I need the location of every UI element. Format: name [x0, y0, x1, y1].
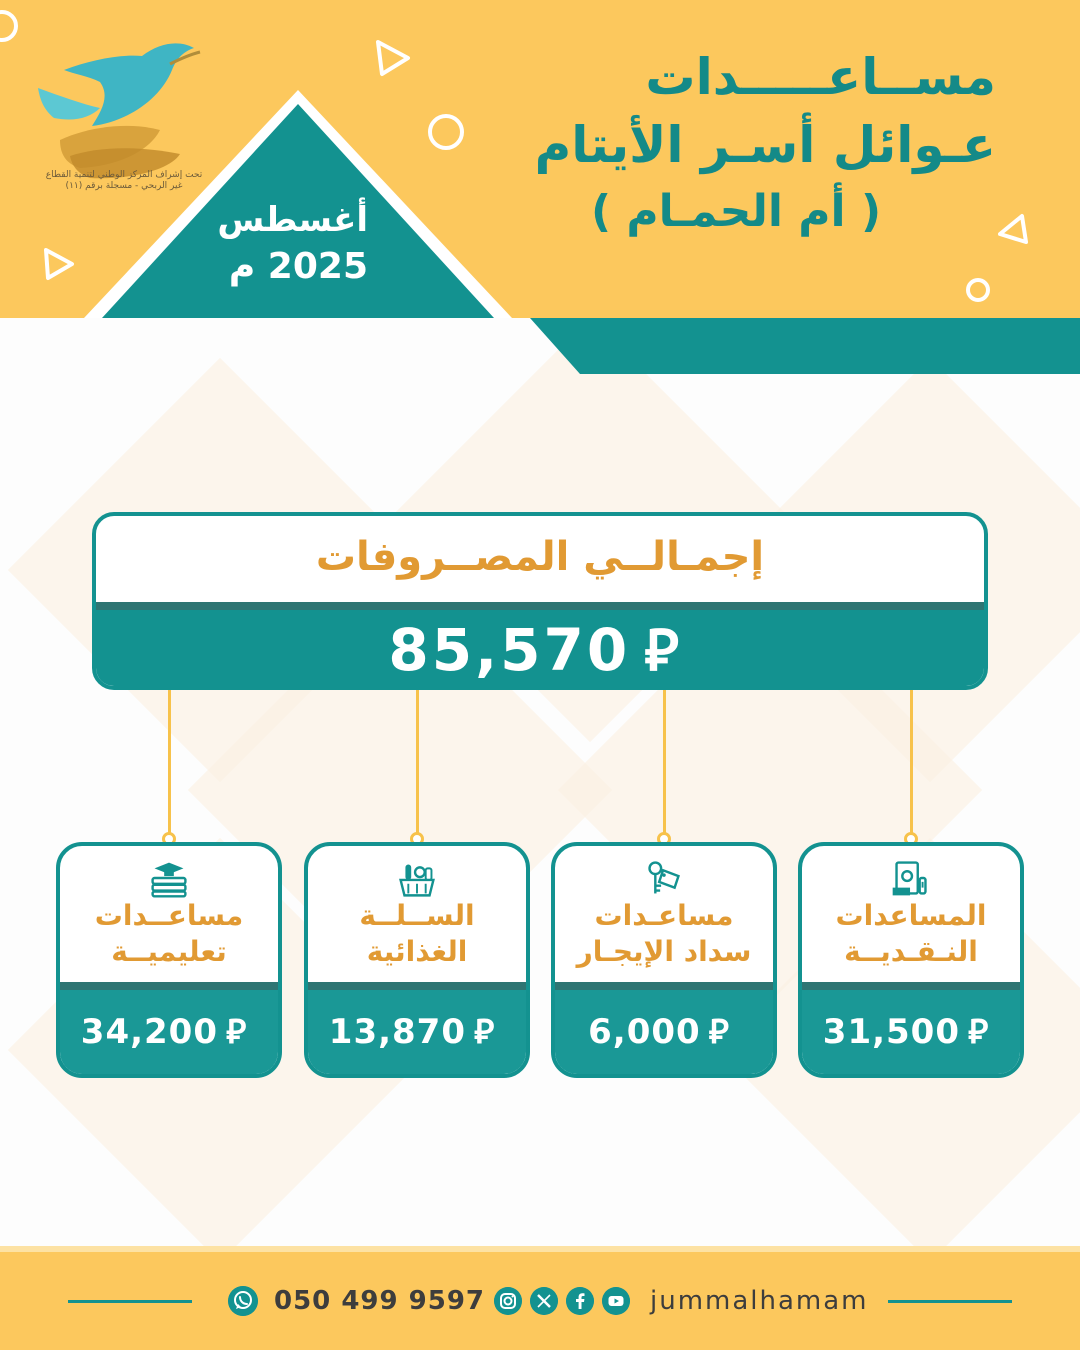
category-value-bar — [308, 990, 526, 1078]
riyal-symbol-icon: ⃁ — [226, 1012, 248, 1052]
title-line2: عـوائل أسـر الأيتام — [534, 116, 996, 174]
phone-number[interactable]: 050 499 9597 — [274, 1286, 486, 1316]
food-basket-icon — [308, 858, 526, 898]
category-label-line2: تعليميــة — [111, 935, 227, 968]
category-value: 34,200 — [80, 1012, 218, 1052]
title-line3: ( أم الحمـام ) — [590, 186, 882, 237]
title-line1: مســاعـــــدات — [645, 48, 996, 106]
divider — [308, 982, 526, 990]
category-label-line1: مساعــدات — [94, 899, 244, 932]
category-value-bar — [802, 990, 1020, 1078]
connector-line — [910, 690, 913, 836]
triangle-decoration-icon — [40, 246, 76, 282]
connector-line — [663, 690, 666, 836]
total-expenses-value: 85,570 — [388, 616, 631, 684]
category-value: 6,000 — [588, 1012, 701, 1052]
category-card-food-basket — [304, 842, 530, 1078]
cash-icon — [802, 858, 1020, 898]
triangle-decoration-icon — [372, 38, 412, 78]
total-expenses-label: إجمـالــي المصــروفات — [315, 534, 765, 580]
category-value: 13,870 — [328, 1012, 466, 1052]
category-label — [60, 898, 278, 970]
whatsapp-icon[interactable] — [228, 1286, 258, 1316]
category-label-line2: النـقـديــة — [844, 935, 978, 968]
social-handle[interactable]: jummalhamam — [650, 1286, 869, 1316]
circle-decoration-icon — [0, 6, 26, 46]
total-expenses-card — [92, 512, 988, 690]
total-expenses-value-bar — [96, 610, 984, 690]
books-icon — [60, 858, 278, 898]
facebook-icon[interactable] — [566, 1287, 594, 1315]
date-label — [200, 196, 380, 290]
riyal-symbol-icon: ⃁ — [968, 1012, 990, 1052]
category-label-line1: الســلــة — [359, 899, 475, 932]
riyal-symbol-icon: ⃁ — [474, 1012, 496, 1052]
category-card-education — [56, 842, 282, 1078]
category-card-rent — [551, 842, 777, 1078]
divider — [555, 982, 773, 990]
divider — [60, 982, 278, 990]
date-year: 2025 م — [228, 246, 368, 287]
category-label — [555, 898, 773, 970]
circle-decoration-icon — [962, 274, 994, 306]
category-label-line2: سداد الإيجـار — [576, 935, 752, 968]
category-label — [308, 898, 526, 970]
category-card-cash — [798, 842, 1024, 1078]
connector-line — [168, 690, 171, 836]
divider — [96, 602, 984, 610]
riyal-symbol-icon: ⃁ — [708, 1012, 730, 1052]
logo-subtitle — [34, 170, 214, 192]
youtube-icon[interactable] — [602, 1287, 630, 1315]
category-value-bar — [60, 990, 278, 1078]
category-label — [802, 898, 1020, 970]
header-band — [0, 318, 1080, 374]
page-title — [436, 44, 996, 244]
category-label-line2: الغذائية — [366, 935, 468, 968]
triangle-decoration-icon — [996, 212, 1032, 248]
footer-divider-line — [68, 1300, 192, 1303]
category-value: 31,500 — [822, 1012, 960, 1052]
category-label-line1: المساعدات — [835, 899, 987, 932]
category-value-bar — [555, 990, 773, 1078]
key-icon — [555, 858, 773, 898]
date-month: أغسطس — [217, 200, 368, 240]
logo-subtitle-line2: غير الربحي - مسجلة برقم (١١) — [65, 181, 183, 191]
instagram-icon[interactable] — [494, 1287, 522, 1315]
category-label-line1: مساعـدات — [594, 899, 734, 932]
divider — [802, 982, 1020, 990]
footer-divider-line — [888, 1300, 1012, 1303]
riyal-symbol-icon: ⃁ — [644, 616, 682, 684]
x-icon[interactable] — [530, 1287, 558, 1315]
connector-line — [416, 690, 419, 836]
logo-subtitle-line1: تحت إشراف المركز الوطني لتنمية القطاع — [45, 170, 203, 180]
